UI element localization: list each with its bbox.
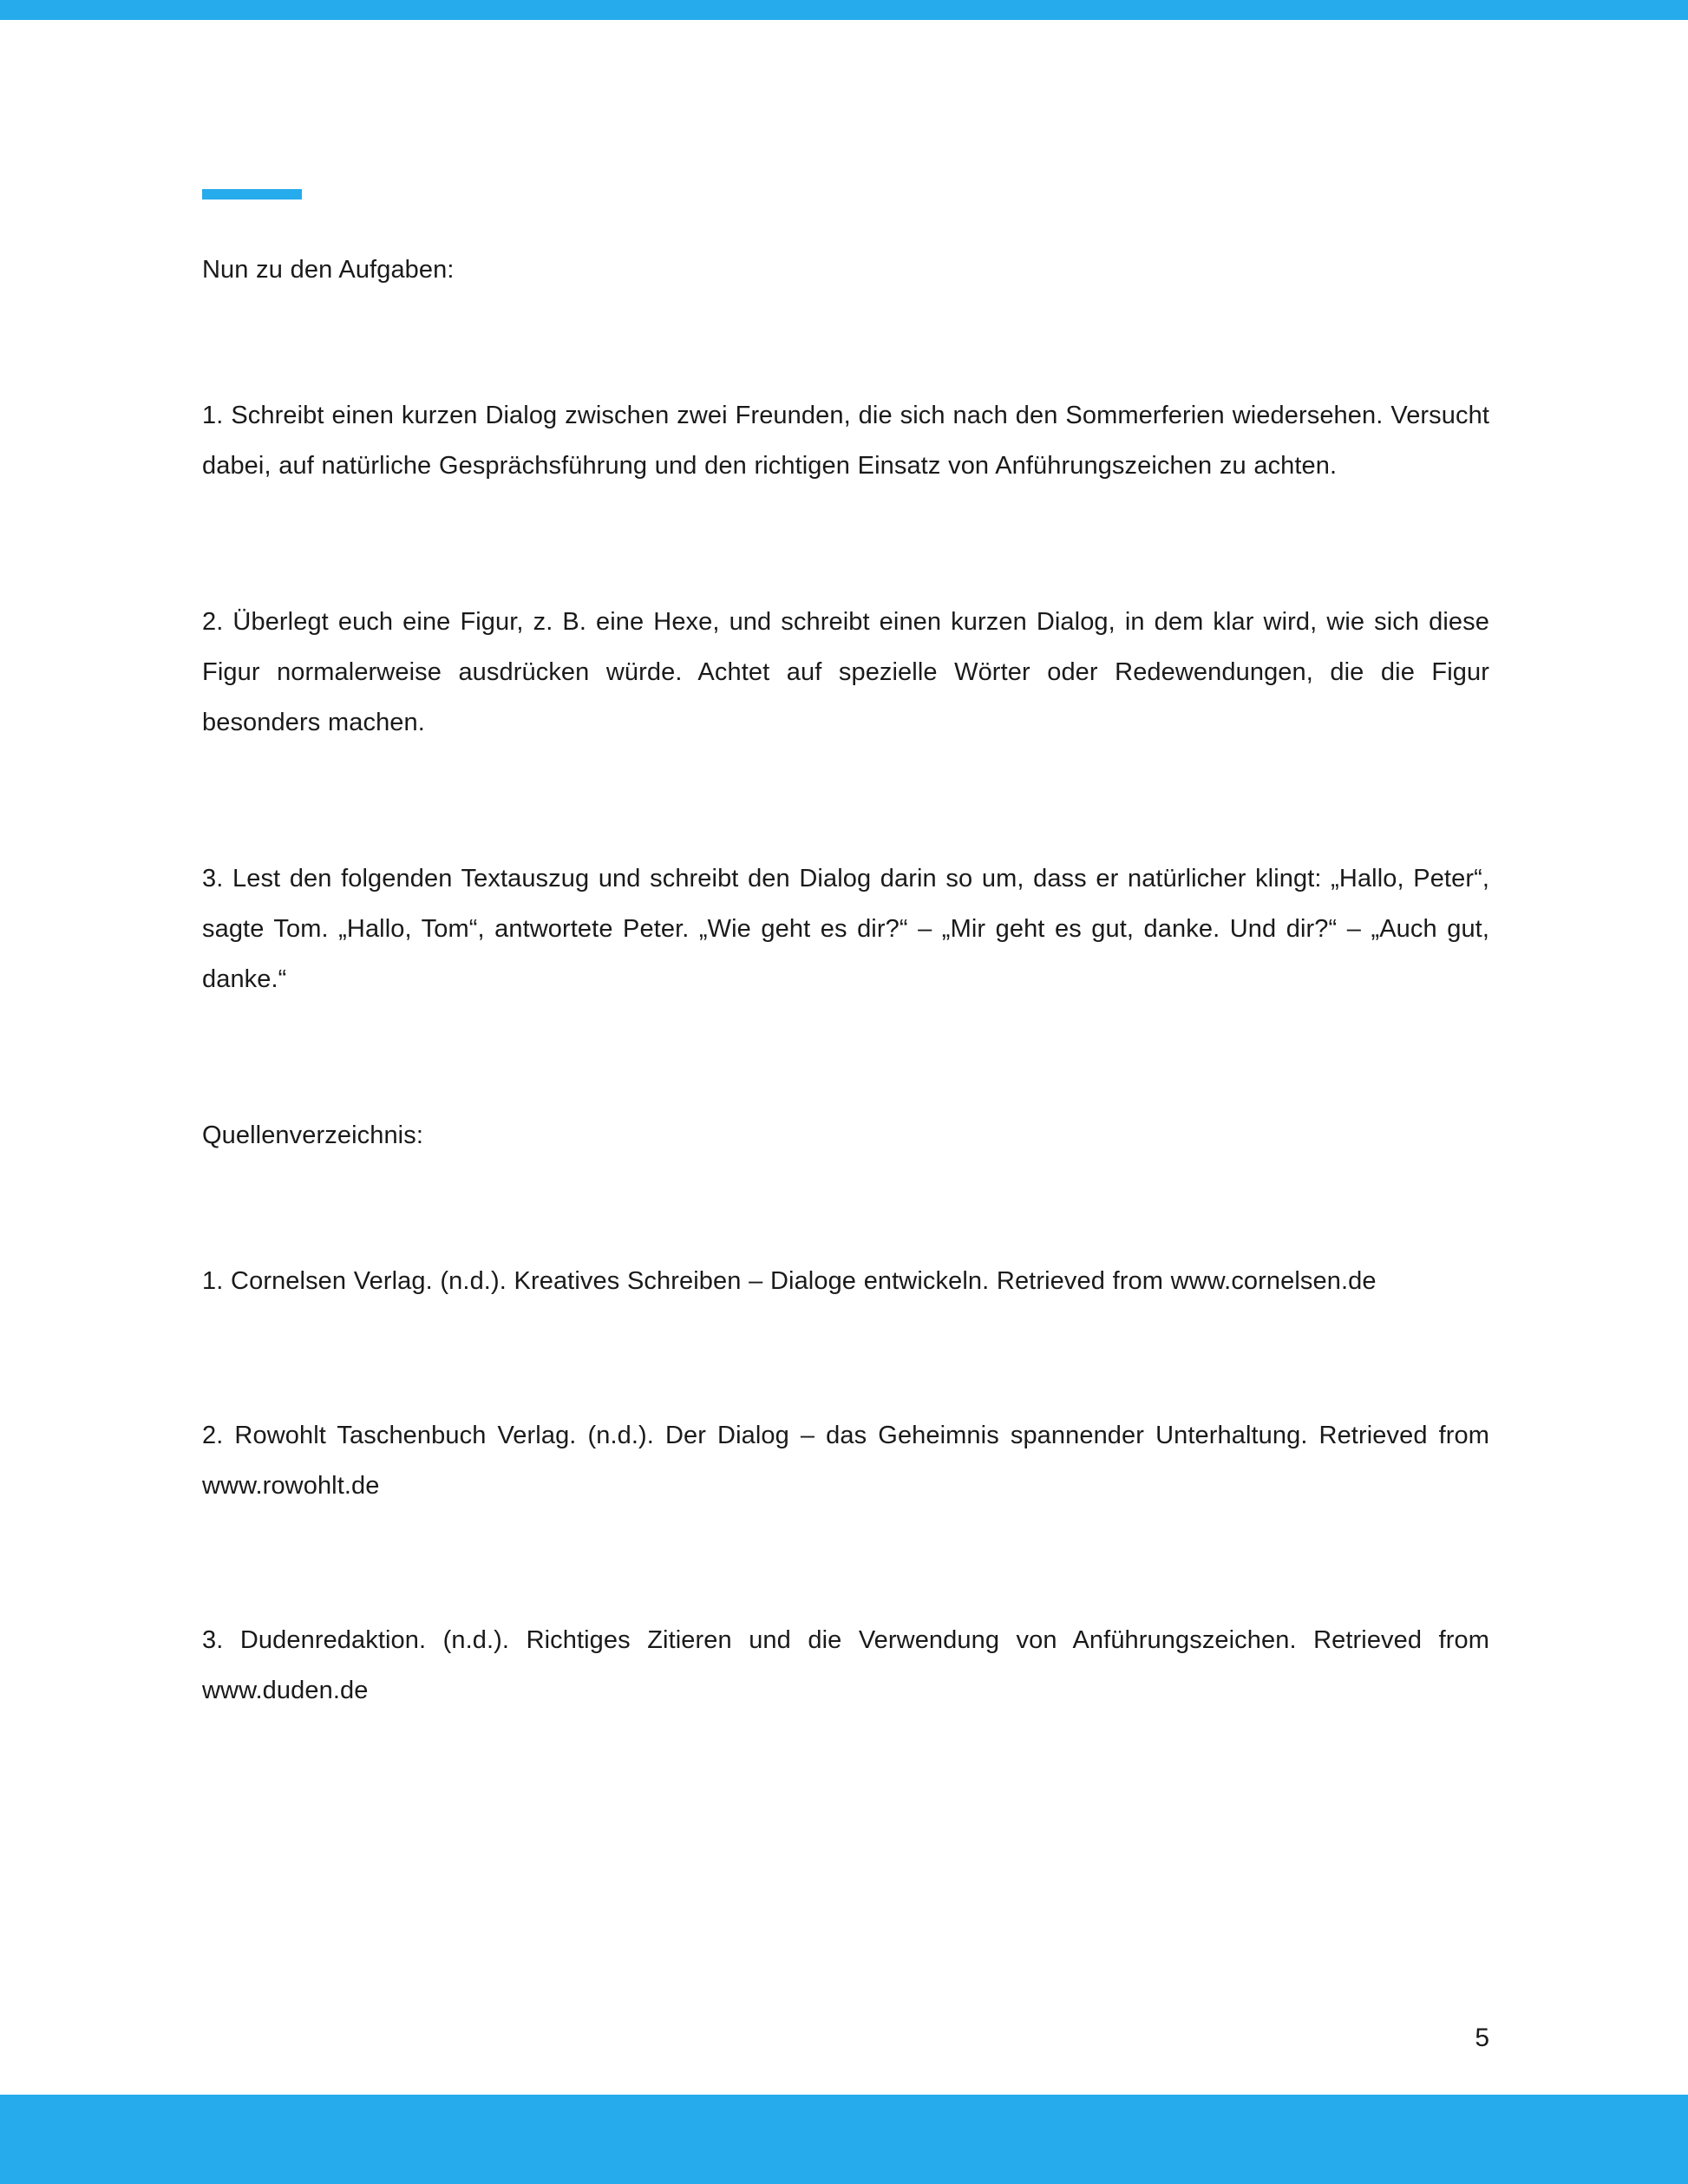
spacer (202, 491, 1489, 597)
task-item-2: 2. Überlegt euch eine Figur, z. B. eine Hexe, und schreibt einen kurzen Dialog, in dem klar wird, wie sich diese Figur normalerweise ausdrücken würde. Achtet auf spezielle Wörter oder Redewendungen, die die Figur besonders machen. (202, 608, 1489, 736)
sources-heading: Quellenverzeichnis: (202, 1121, 423, 1149)
intro-heading: Nun zu den Aufgaben: (202, 256, 455, 284)
page-number: 5 (1475, 2024, 1489, 2052)
spacer (202, 1161, 1489, 1256)
spacer (202, 1004, 1489, 1110)
spacer (202, 1511, 1489, 1615)
footer-accent-bar (0, 2095, 1688, 2184)
source-item-3: 3. Dudenredaktion. (n.d.). Richtiges Zitieren und die Verwendung von Anführungszeichen. Retrieved from www.duden.de (202, 1626, 1489, 1704)
header-accent-bar (0, 0, 1688, 20)
source-item-1: 1. Cornelsen Verlag. (n.d.). Kreatives Schreiben – Dialoge entwickeln. Retrieved from www.cornelsen.de (202, 1267, 1377, 1295)
document-body (202, 245, 1489, 1716)
spacer (202, 748, 1489, 853)
source-item-2: 2. Rowohlt Taschenbuch Verlag. (n.d.). Der Dialog – das Geheimnis spannender Unterhaltung. Retrieved from www.rowohlt.de (202, 1422, 1489, 1500)
spacer (202, 1306, 1489, 1410)
section-accent-rule (202, 189, 302, 199)
spacer (202, 295, 1489, 390)
task-item-3: 3. Lest den folgenden Textauszug und schreibt den Dialog darin so um, dass er natürlicher klingt: „Hallo, Peter“, sagte Tom. „Hallo, Tom“, antwortete Peter. „Wie geht es dir?“ – „Mir geht es gut, danke. Und dir?“ – „Auch gut, danke.“ (202, 865, 1489, 993)
task-item-1: 1. Schreibt einen kurzen Dialog zwischen zwei Freunden, die sich nach den Sommerferien wiedersehen. Versucht dabei, auf natürliche Gesprächsführung und den richtigen Einsatz von Anführungszeichen zu achten. (202, 402, 1489, 480)
